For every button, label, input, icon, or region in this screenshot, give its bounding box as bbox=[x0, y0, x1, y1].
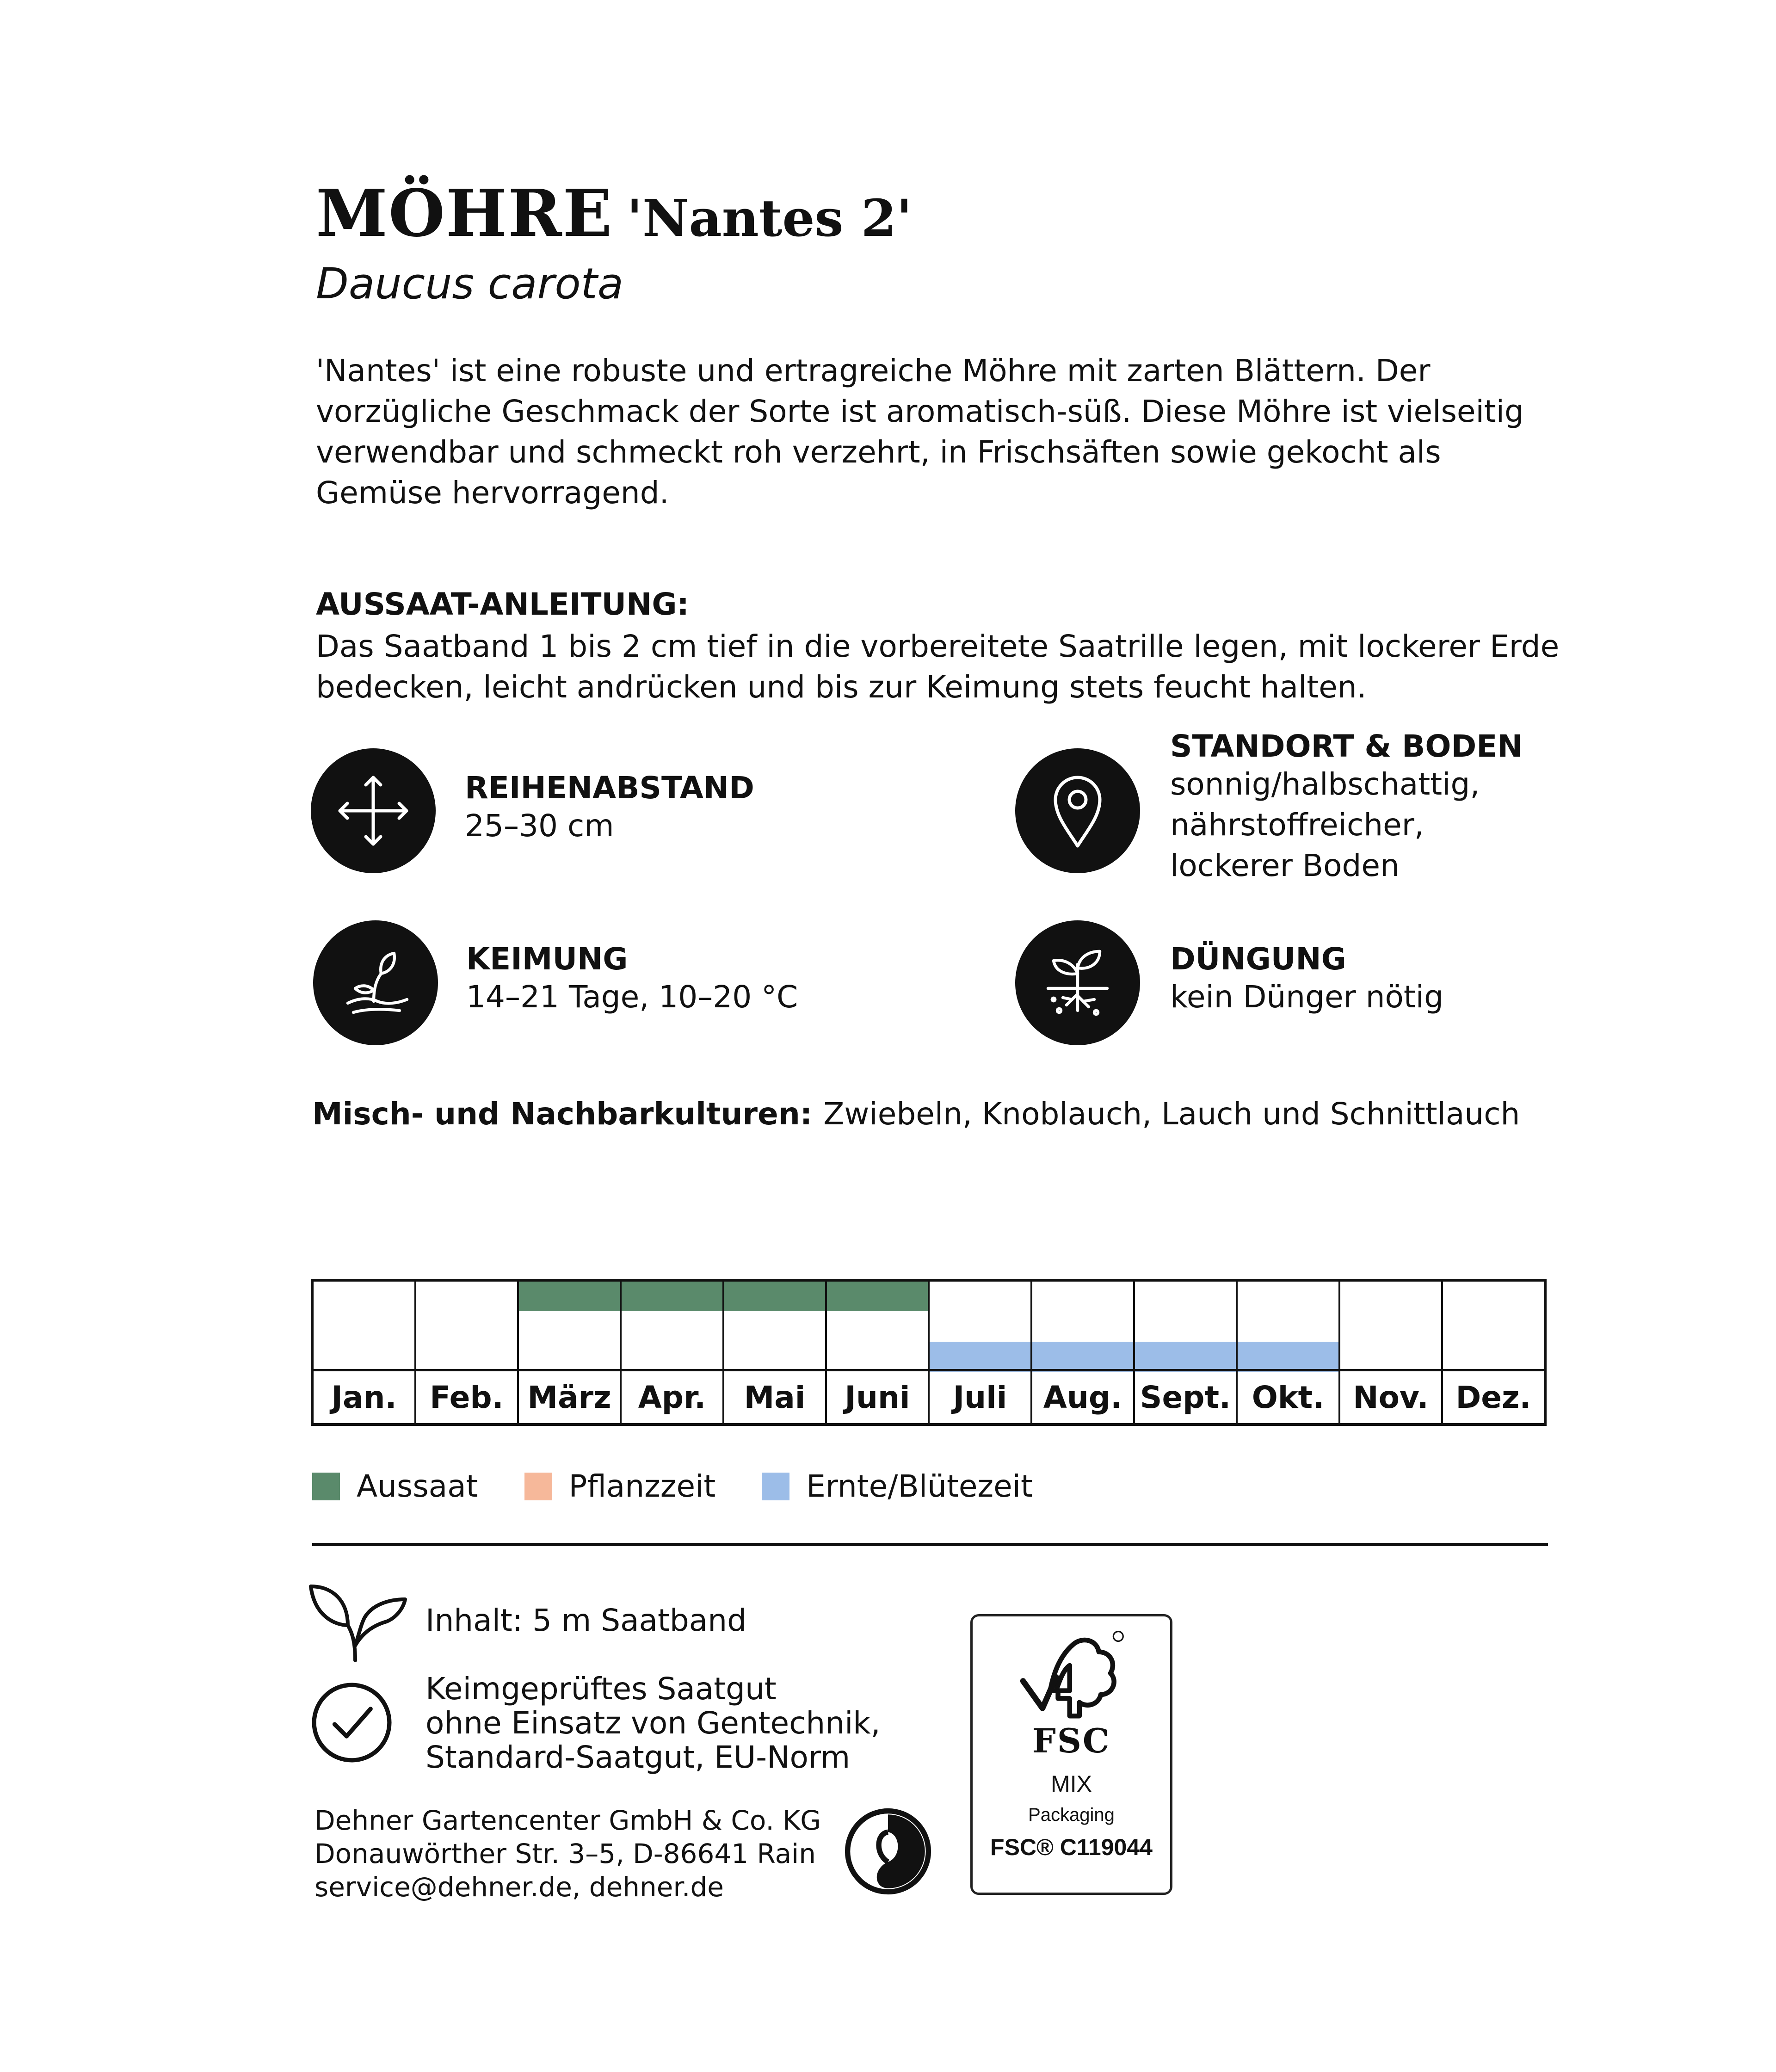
checkmark-circle-icon bbox=[309, 1680, 395, 1765]
month-label: Juli bbox=[930, 1369, 1030, 1423]
location-title: STANDORT & BODEN bbox=[1170, 728, 1523, 764]
companion-label: Misch- und Nachbarkulturen: bbox=[312, 1096, 813, 1132]
legend-label: Pflanzzeit bbox=[568, 1468, 716, 1504]
legend-swatch bbox=[762, 1473, 789, 1500]
harvest-bar bbox=[1135, 1342, 1236, 1372]
sowing-bar bbox=[724, 1282, 825, 1311]
page-title bbox=[316, 176, 912, 252]
calendar-month bbox=[930, 1282, 1032, 1423]
fsc-packaging: Packaging bbox=[1028, 1805, 1115, 1825]
green-dot-icon bbox=[844, 1807, 932, 1895]
sowing-text: Das Saatband 1 bis 2 cm tief in die vorbereitete Saatrille legen, mit lockerer Erde bedecken, leicht andrücken und bis zur Keimung stets feucht halten. bbox=[316, 629, 1560, 705]
row-spacing-block bbox=[465, 770, 754, 846]
sowing-heading: AUSSAAT-ANLEITUNG: bbox=[316, 586, 689, 622]
legend-item bbox=[762, 1468, 1033, 1504]
product-description: 'Nantes' ist eine robuste und ertragreiche Möhre mit zarten Blättern. Der vorzügliche Geschmack der Sorte ist aromatisch-süß. Diese Möhre ist vielseitig verwendbar und schmeckt roh verzehrt, in Frischsäften sowie gekocht als Gemüse hervorragend. bbox=[316, 353, 1524, 511]
month-label: Nov. bbox=[1340, 1369, 1441, 1423]
divider bbox=[312, 1543, 1548, 1546]
address-line: Donauwörther Str. 3–5, D-86641 Rain bbox=[314, 1838, 816, 1869]
sowing-bar bbox=[827, 1282, 928, 1311]
legend-item bbox=[312, 1468, 478, 1504]
sowing-bar bbox=[622, 1282, 722, 1311]
fsc-label bbox=[970, 1614, 1172, 1895]
calendar-month bbox=[1340, 1282, 1443, 1423]
legend-swatch bbox=[524, 1473, 552, 1500]
month-label: Dez. bbox=[1443, 1369, 1544, 1423]
fertilizing-block bbox=[1170, 941, 1443, 1018]
row-spacing-value: 25–30 cm bbox=[465, 808, 614, 844]
companion-plants bbox=[312, 1096, 1520, 1132]
month-label: Jan. bbox=[314, 1369, 414, 1423]
sowing-bar bbox=[519, 1282, 620, 1311]
fsc-tree-icon bbox=[1011, 1627, 1132, 1724]
address-line: Dehner Gartencenter GmbH & Co. KG bbox=[314, 1805, 821, 1836]
product-variety: 'Nantes 2' bbox=[627, 188, 912, 248]
plant-roots-icon bbox=[1015, 920, 1140, 1045]
calendar-month bbox=[622, 1282, 724, 1423]
product-name: MÖHRE bbox=[316, 176, 613, 252]
calendar-month bbox=[1443, 1282, 1544, 1423]
contents: Inhalt: 5 m Saatband bbox=[426, 1603, 746, 1638]
month-label: Apr. bbox=[622, 1369, 722, 1423]
location-block bbox=[1170, 728, 1549, 886]
germination-block bbox=[466, 941, 798, 1018]
quality-line: ohne Einsatz von Gentechnik, bbox=[426, 1705, 881, 1741]
month-label: Feb. bbox=[416, 1369, 517, 1423]
sowing-calendar bbox=[311, 1279, 1547, 1426]
arrows-icon bbox=[311, 748, 436, 873]
quality-line: Standard-Saatgut, EU-Norm bbox=[426, 1739, 851, 1775]
location-value: sonnig/halbschattig, nährstoffreicher, lockerer Boden bbox=[1170, 766, 1480, 883]
month-label: Aug. bbox=[1032, 1369, 1133, 1423]
fertilizing-title: DÜNGUNG bbox=[1170, 941, 1346, 977]
fertilizing-value: kein Dünger nötig bbox=[1170, 979, 1444, 1015]
calendar-month bbox=[1238, 1282, 1340, 1423]
calendar-month bbox=[416, 1282, 519, 1423]
legend-swatch bbox=[312, 1473, 340, 1500]
month-label: März bbox=[519, 1369, 620, 1423]
harvest-bar bbox=[930, 1342, 1030, 1372]
calendar-month bbox=[724, 1282, 827, 1423]
month-label: Mai bbox=[724, 1369, 825, 1423]
legend-item bbox=[524, 1468, 716, 1504]
fsc-word: FSC bbox=[1032, 1721, 1111, 1760]
companion-value: Zwiebeln, Knoblauch, Lauch und Schnittlauch bbox=[823, 1096, 1520, 1132]
germination-value: 14–21 Tage, 10–20 °C bbox=[466, 979, 798, 1015]
quality-text bbox=[426, 1672, 881, 1775]
sprout-icon bbox=[313, 920, 438, 1045]
calendar-month bbox=[1032, 1282, 1135, 1423]
month-label: Juni bbox=[827, 1369, 928, 1423]
month-label: Sept. bbox=[1135, 1369, 1236, 1423]
leaves-icon bbox=[307, 1581, 409, 1664]
legend-label: Aussaat bbox=[357, 1468, 478, 1504]
fsc-code: FSC® C119044 bbox=[990, 1834, 1153, 1860]
calendar-month bbox=[519, 1282, 622, 1423]
fsc-mix: MIX bbox=[1051, 1771, 1092, 1797]
calendar-month bbox=[827, 1282, 930, 1423]
company-address bbox=[314, 1804, 821, 1904]
germination-title: KEIMUNG bbox=[466, 941, 628, 977]
calendar-month bbox=[1135, 1282, 1238, 1423]
harvest-bar bbox=[1032, 1342, 1133, 1372]
latin-name: Daucus carota bbox=[316, 259, 624, 308]
location-pin-icon bbox=[1015, 748, 1140, 873]
calendar-month bbox=[314, 1282, 416, 1423]
harvest-bar bbox=[1238, 1342, 1338, 1372]
calendar-legend bbox=[312, 1468, 1079, 1504]
address-line: service@dehner.de, dehner.de bbox=[314, 1871, 724, 1903]
legend-label: Ernte/Blütezeit bbox=[806, 1468, 1033, 1504]
quality-line: Keimgeprüftes Saatgut bbox=[426, 1671, 777, 1707]
month-label: Okt. bbox=[1238, 1369, 1338, 1423]
row-spacing-title: REIHENABSTAND bbox=[465, 770, 754, 806]
